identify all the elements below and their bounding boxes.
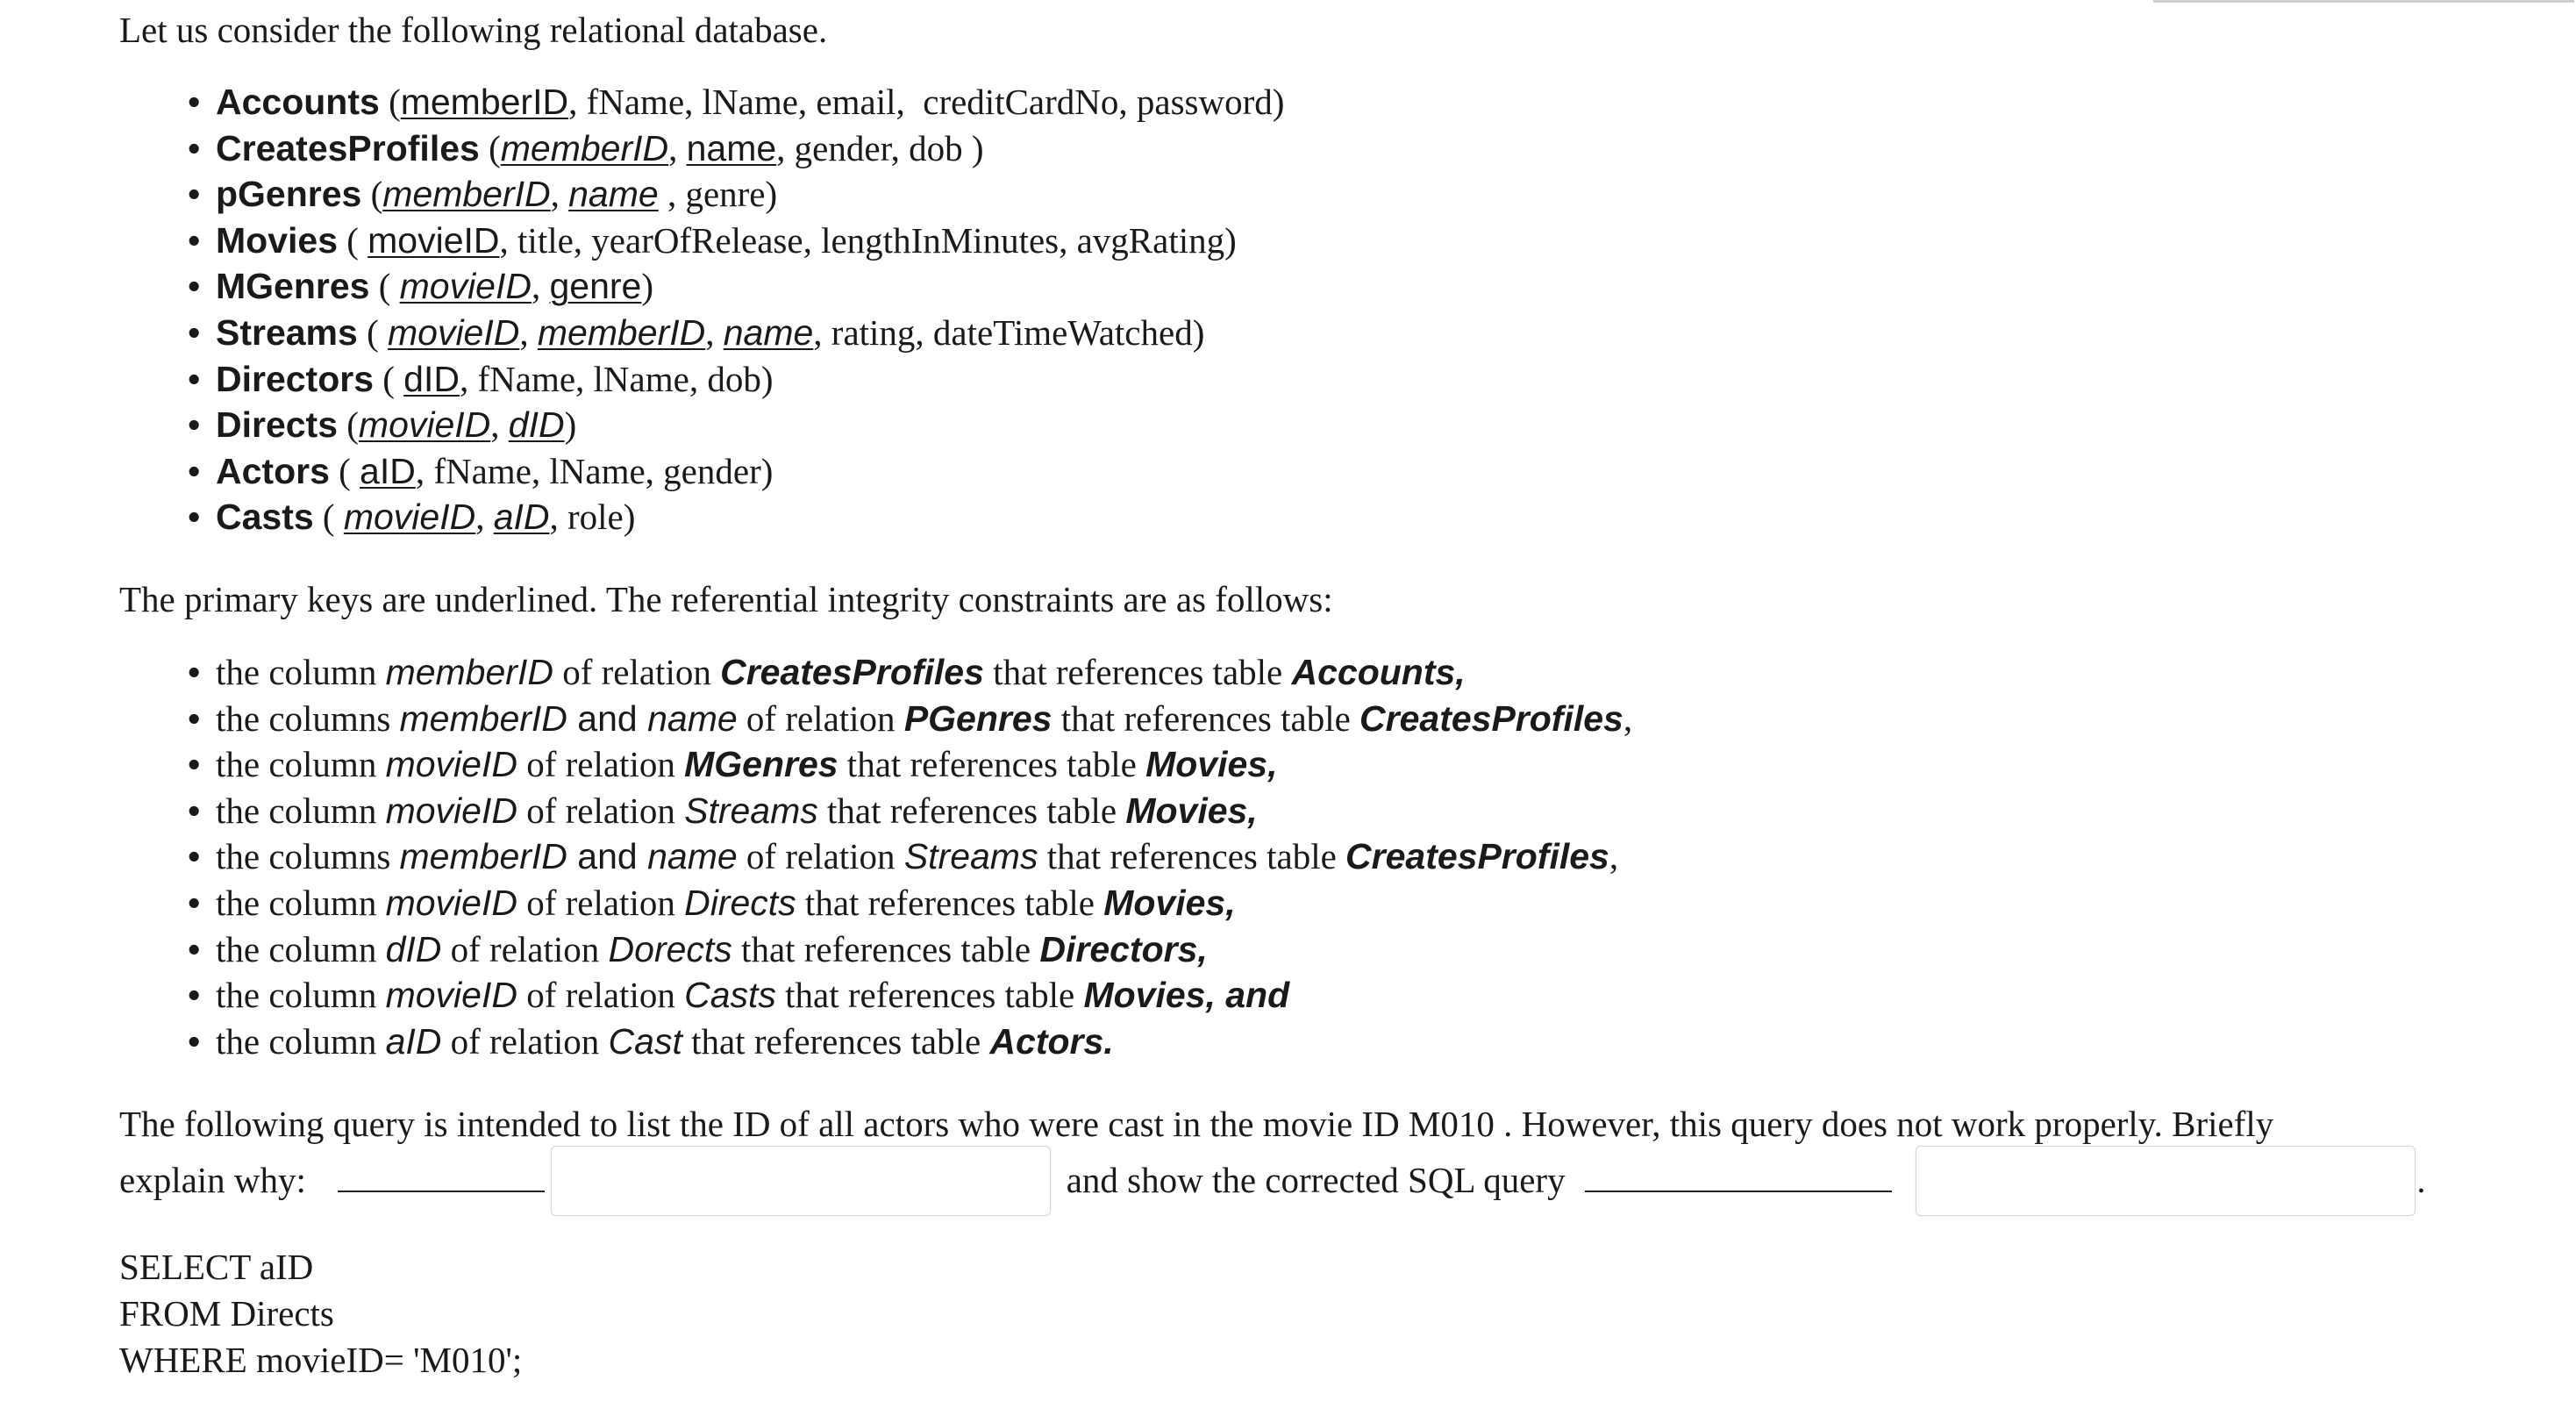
constraint-text: , (1623, 697, 1633, 739)
column-or-relation-ref: movieID (385, 744, 517, 785)
column-or-relation-ref: memberID (385, 652, 553, 692)
answer-input-why[interactable] (551, 1146, 1051, 1216)
relation-attributes: , (705, 311, 724, 353)
primary-key-note: The primary keys are underlined. The referential integrity constraints are as follows: (119, 579, 1333, 619)
bullet-icon: • (188, 975, 201, 1016)
constraint-text: that references table (731, 928, 1040, 969)
relation-name: CreatesProfiles (216, 127, 480, 168)
constraint-list (119, 649, 1632, 1064)
bullet-icon: • (188, 790, 201, 831)
bullet-icon: • (188, 497, 201, 538)
column-or-relation-ref: movieID (385, 790, 517, 831)
relation-name: Directs (216, 404, 339, 446)
sql-line: WHERE movieID= 'M010'; (119, 1340, 523, 1380)
column-or-relation-ref: name (647, 697, 738, 739)
primary-key-attribute: dID (508, 404, 565, 446)
explain-why-label: explain why: (119, 1160, 306, 1200)
column-or-relation-ref: movieID (385, 882, 517, 923)
primary-key-attribute: dID (403, 358, 460, 399)
relation-item (119, 79, 1284, 125)
relation-name: Directors (216, 358, 375, 399)
constraint-text: that references table (983, 652, 1292, 692)
table-ref: CreatesProfiles (1359, 697, 1623, 739)
constraint-text: the column (216, 882, 386, 923)
column-or-relation-ref: dID (385, 928, 442, 969)
primary-key-attribute: memberID (537, 311, 706, 353)
column-or-relation-ref: aID (385, 1020, 442, 1062)
relation-name: pGenres (216, 174, 362, 215)
relation-open-paren: ( (379, 82, 401, 122)
sql-line: SELECT aID (119, 1247, 314, 1287)
primary-key-attribute: genre (549, 266, 642, 307)
column-or-relation-ref: Streams (903, 836, 1038, 877)
relation-name: MGenres (216, 266, 370, 307)
relation-attributes: , (668, 127, 687, 168)
relation-name: Casts (216, 497, 314, 538)
bullet-icon: • (188, 219, 201, 261)
primary-key-attribute: movieID (367, 219, 500, 261)
bullet-icon: • (188, 174, 201, 215)
bullet-icon: • (188, 836, 201, 877)
relation-name: Actors (216, 450, 330, 491)
relation-open-paren: ( (357, 311, 388, 353)
bullet-icon: • (188, 127, 201, 168)
constraint-text: the columns (216, 697, 400, 739)
table-ref: Movies, (1125, 790, 1258, 831)
bullet-icon: • (188, 652, 201, 692)
bullet-icon: • (188, 311, 201, 353)
column-or-relation-ref: Cast (608, 1020, 682, 1062)
relation-item (119, 310, 1284, 356)
primary-key-attribute: memberID (400, 82, 569, 122)
constraint-text: the column (216, 790, 386, 831)
bullet-icon: • (188, 358, 201, 399)
constraint-text: that references table (681, 1020, 990, 1062)
relation-attributes: , fName, lName, gender) (415, 450, 774, 491)
primary-key-attribute: name (723, 311, 814, 353)
constraint-text: the column (216, 928, 386, 969)
constraint-text: that references table (796, 882, 1104, 923)
conjunction-text: and (567, 697, 648, 739)
constraint-text: of relation (737, 697, 904, 739)
constraint-item (119, 972, 1632, 1019)
bullet-icon: • (188, 1020, 201, 1062)
relation-attributes: , role) (549, 497, 636, 538)
primary-key-attribute: memberID (500, 127, 669, 168)
bullet-icon: • (188, 450, 201, 491)
relation-attributes: , rating, dateTimeWatched) (813, 311, 1205, 353)
relation-attributes: ) (564, 404, 577, 446)
relation-item (119, 402, 1284, 448)
column-or-relation-ref: Directs (684, 882, 796, 923)
column-or-relation-ref: Casts (684, 975, 776, 1016)
primary-key-attribute: movieID (358, 404, 491, 446)
intro-text: Let us consider the following relational database. (119, 10, 828, 50)
primary-key-attribute: name (686, 127, 777, 168)
relation-item (119, 263, 1284, 310)
primary-key-attribute: aID (360, 450, 416, 491)
bullet-icon: • (188, 744, 201, 785)
table-ref: Accounts, (1291, 652, 1466, 692)
blank-line-2 (1585, 1190, 1892, 1192)
relation-name: Accounts (216, 82, 380, 122)
relation-open-paren: ( (361, 174, 383, 215)
conjunction-text: and (567, 836, 648, 877)
constraint-text: the column (216, 652, 386, 692)
bullet-icon: • (188, 82, 201, 122)
question-line-1: The following query is intended to list the ID of all actors who were cast in the movie ID M010 . However, this query does not work properly. Briefly (119, 1104, 2274, 1144)
relation-attributes: ) (641, 266, 654, 307)
relation-open-paren: ( (374, 358, 404, 399)
constraint-item (119, 741, 1632, 788)
relation-attributes: , (550, 174, 569, 215)
constraint-text: the columns (216, 836, 400, 877)
constraint-item (119, 696, 1632, 742)
table-ref: CreatesProfiles (720, 652, 984, 692)
relation-open-paren: ( (338, 219, 368, 261)
constraint-text: that references table (817, 790, 1126, 831)
constraint-text: that references table (1052, 697, 1360, 739)
column-or-relation-ref: name (647, 836, 738, 877)
corrected-query-label: and show the corrected SQL query (1066, 1160, 1566, 1200)
constraint-text: of relation (517, 975, 685, 1016)
primary-key-attribute: memberID (382, 174, 551, 215)
bullet-icon: • (188, 928, 201, 969)
primary-key-attribute: aID (493, 497, 550, 538)
constraint-text: that references table (775, 975, 1084, 1016)
constraint-item (119, 833, 1632, 880)
relation-attributes: , fName, lName, dob) (459, 358, 774, 399)
bullet-icon: • (188, 266, 201, 307)
table-ref: Movies, and (1083, 975, 1290, 1016)
constraint-text: of relation (517, 882, 685, 923)
relation-attributes: , fName, lName, email, creditCardNo, password) (568, 82, 1285, 122)
column-or-relation-ref: Dorects (608, 928, 732, 969)
relation-list (119, 79, 1284, 540)
constraint-item (119, 649, 1632, 696)
blank-line-1 (338, 1190, 545, 1192)
question-end-period: . (2416, 1160, 2426, 1200)
constraint-text: of relation (737, 836, 904, 877)
bullet-icon: • (188, 404, 201, 446)
relation-open-paren: ( (329, 450, 360, 491)
relation-open-paren: ( (369, 266, 400, 307)
relation-attributes: , (531, 266, 550, 307)
relation-item (119, 356, 1284, 403)
relation-name: Streams (216, 311, 358, 353)
relation-attributes: , (519, 311, 538, 353)
table-ref: Movies, (1145, 744, 1278, 785)
sql-line: FROM Directs (119, 1293, 334, 1334)
primary-key-attribute: movieID (387, 311, 520, 353)
constraint-item (119, 880, 1632, 926)
top-divider (2153, 0, 2574, 3)
constraint-text: the column (216, 1020, 386, 1062)
constraint-text: the column (216, 975, 386, 1016)
bullet-icon: • (188, 697, 201, 739)
relation-item (119, 218, 1284, 264)
relation-item (119, 125, 1284, 172)
column-or-relation-ref: memberID (399, 697, 567, 739)
column-or-relation-ref: memberID (399, 836, 567, 877)
primary-key-attribute: name (568, 174, 659, 215)
relation-attributes: , genre) (658, 174, 778, 215)
bullet-icon: • (188, 882, 201, 923)
constraint-text: of relation (441, 928, 609, 969)
table-ref: Movies, (1103, 882, 1236, 923)
primary-key-attribute: movieID (399, 266, 532, 307)
relation-open-paren: ( (479, 127, 501, 168)
relation-open-paren: ( (313, 497, 344, 538)
answer-input-corrected-sql[interactable] (1916, 1146, 2415, 1216)
constraint-item (119, 788, 1632, 834)
constraint-item (119, 926, 1632, 973)
relation-open-paren: ( (338, 404, 359, 446)
primary-key-attribute: movieID (343, 497, 476, 538)
question-prompt (119, 1096, 2558, 1208)
relation-attributes: , (475, 497, 494, 538)
constraint-text: the column (216, 744, 386, 785)
constraint-text: of relation (441, 1020, 609, 1062)
constraint-text: , (1609, 836, 1619, 877)
relation-name: Movies (216, 219, 338, 261)
constraint-text: of relation (517, 790, 685, 831)
table-ref: PGenres (903, 697, 1053, 739)
constraint-text: that references table (1038, 836, 1346, 877)
relation-attributes: , title, yearOfRelease, lengthInMinutes, avgRating) (499, 219, 1237, 261)
constraint-text: that references table (838, 744, 1146, 785)
relation-attributes: , (490, 404, 509, 446)
table-ref: MGenres (684, 744, 838, 785)
relation-attributes: , gender, dob ) (776, 127, 984, 168)
constraint-text: of relation (517, 744, 685, 785)
relation-item (119, 171, 1284, 218)
table-ref: Directors, (1039, 928, 1208, 969)
relation-item (119, 494, 1284, 540)
column-or-relation-ref: movieID (385, 975, 517, 1016)
relation-item (119, 448, 1284, 495)
table-ref: Actors. (989, 1020, 1114, 1062)
table-ref: CreatesProfiles (1345, 836, 1609, 877)
constraint-text: of relation (553, 652, 721, 692)
sql-query-block (119, 1244, 522, 1384)
column-or-relation-ref: Streams (684, 790, 818, 831)
constraint-item (119, 1019, 1632, 1065)
